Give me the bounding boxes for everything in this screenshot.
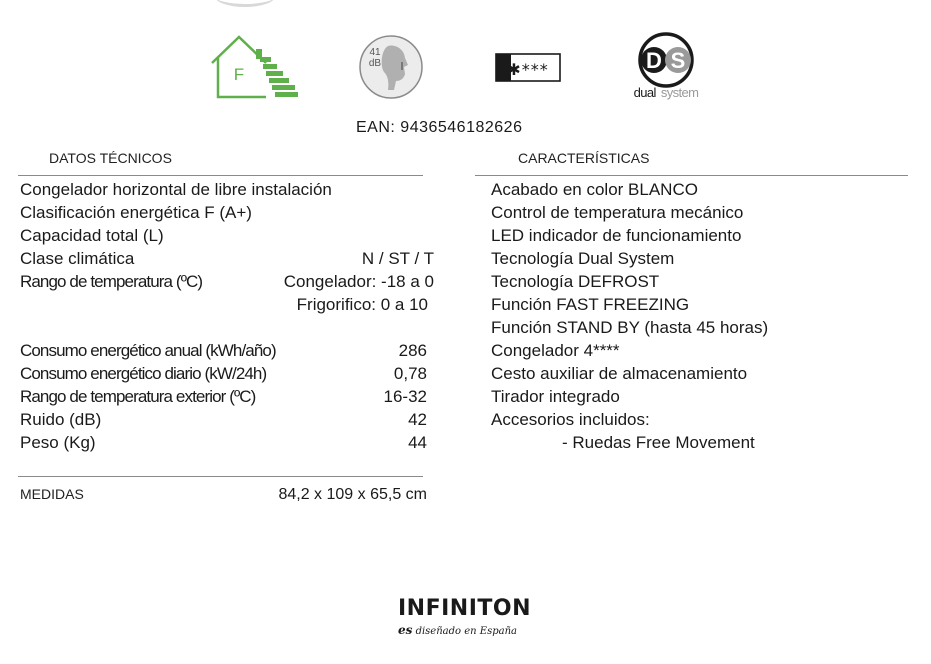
feature-item: Acabado en color BLANCO [491, 180, 698, 199]
feature-item: Tecnología DEFROST [491, 272, 660, 291]
datos-tecnicos-header: DATOS TÉCNICOS [49, 150, 172, 166]
svg-text:dual system [634, 85, 699, 100]
spec-daily-consumption-label: Consumo energético diario (kW/24h) [20, 364, 267, 383]
top-decorative-arc [215, 0, 275, 7]
spec-energy-class: Clasificación energética F (A+) [20, 203, 252, 222]
left-top-divider [18, 175, 423, 176]
freezer-star-rating-icon [495, 53, 561, 83]
spec-temp-range-label: Rango de temperatura (ºC) [20, 272, 203, 291]
spec-total-capacity: Capacidad total (L) [20, 226, 164, 245]
ds-letter-d: D [646, 48, 662, 73]
spec-daily-consumption-value: 0,78 [393, 364, 427, 383]
brand-tagline-rest: diseñado en España [415, 626, 517, 637]
feature-item: Función FAST FREEZING [491, 295, 690, 314]
spec-noise-label: Ruido (dB) [20, 410, 102, 429]
feature-item: LED indicador de funcionamiento [491, 226, 742, 245]
spec-temp-range-fridge: Frigorifico: 0 a 10 [296, 295, 428, 314]
spec-weight-value: 44 [408, 433, 427, 452]
infiniton-logo [398, 596, 538, 644]
ds-word-dual: dual [633, 85, 656, 100]
ds-word-system: system [660, 85, 699, 100]
noise-level-icon [358, 34, 424, 100]
feature-item: Control de temperatura mecánico [491, 203, 744, 222]
noise-db-unit: dB [368, 58, 382, 69]
spec-climate-class-value: N / ST / T [361, 249, 434, 268]
spec-ambient-temp-value: 16-32 [383, 387, 427, 406]
feature-item: Tecnología Dual System [491, 249, 675, 268]
medidas-value: 84,2 x 109 x 65,5 cm [278, 486, 427, 503]
spec-weight-label: Peso (Kg) [20, 433, 96, 452]
brand-name: INFINITON [398, 596, 532, 621]
spec-annual-consumption-label: Consumo energético anual (kWh/año) [20, 341, 276, 360]
noise-db-value: 41 [369, 47, 381, 58]
feature-item: Accesorios incluidos: [491, 410, 650, 429]
feature-item: Cesto auxiliar de almacenamiento [491, 364, 748, 383]
feature-item: Función STAND BY (hasta 45 horas) [491, 318, 769, 337]
spec-temp-range-freezer: Congelador: -18 a 0 [283, 272, 434, 291]
brand-tagline-es: es [398, 623, 413, 637]
spec-climate-class-label: Clase climática [20, 249, 135, 268]
spec-annual-consumption-value: 286 [398, 341, 427, 360]
energy-class-icon [208, 33, 298, 101]
ds-letter-s: S [670, 48, 686, 73]
brand-tagline [398, 623, 538, 639]
feature-item: Tirador integrado [491, 387, 620, 406]
feature-item: Congelador 4**** [491, 341, 620, 360]
feature-subitem: - Ruedas Free Movement [562, 433, 755, 452]
spec-noise-value: 42 [408, 410, 427, 429]
right-top-divider [475, 175, 908, 176]
star-rating-text: ✱*** [507, 60, 549, 79]
spec-appliance-type: Congelador horizontal de libre instalación [20, 180, 332, 199]
ean-code: EAN: 9436546182626 [356, 119, 523, 136]
dual-system-logo [620, 32, 712, 102]
energy-class-letter: F [233, 65, 245, 84]
medidas-label: MEDIDAS [20, 486, 84, 502]
caracteristicas-header: CARACTERÍSTICAS [518, 150, 650, 166]
left-bottom-divider [18, 476, 423, 477]
spec-ambient-temp-label: Rango de temperatura exterior (ºC) [20, 387, 256, 406]
